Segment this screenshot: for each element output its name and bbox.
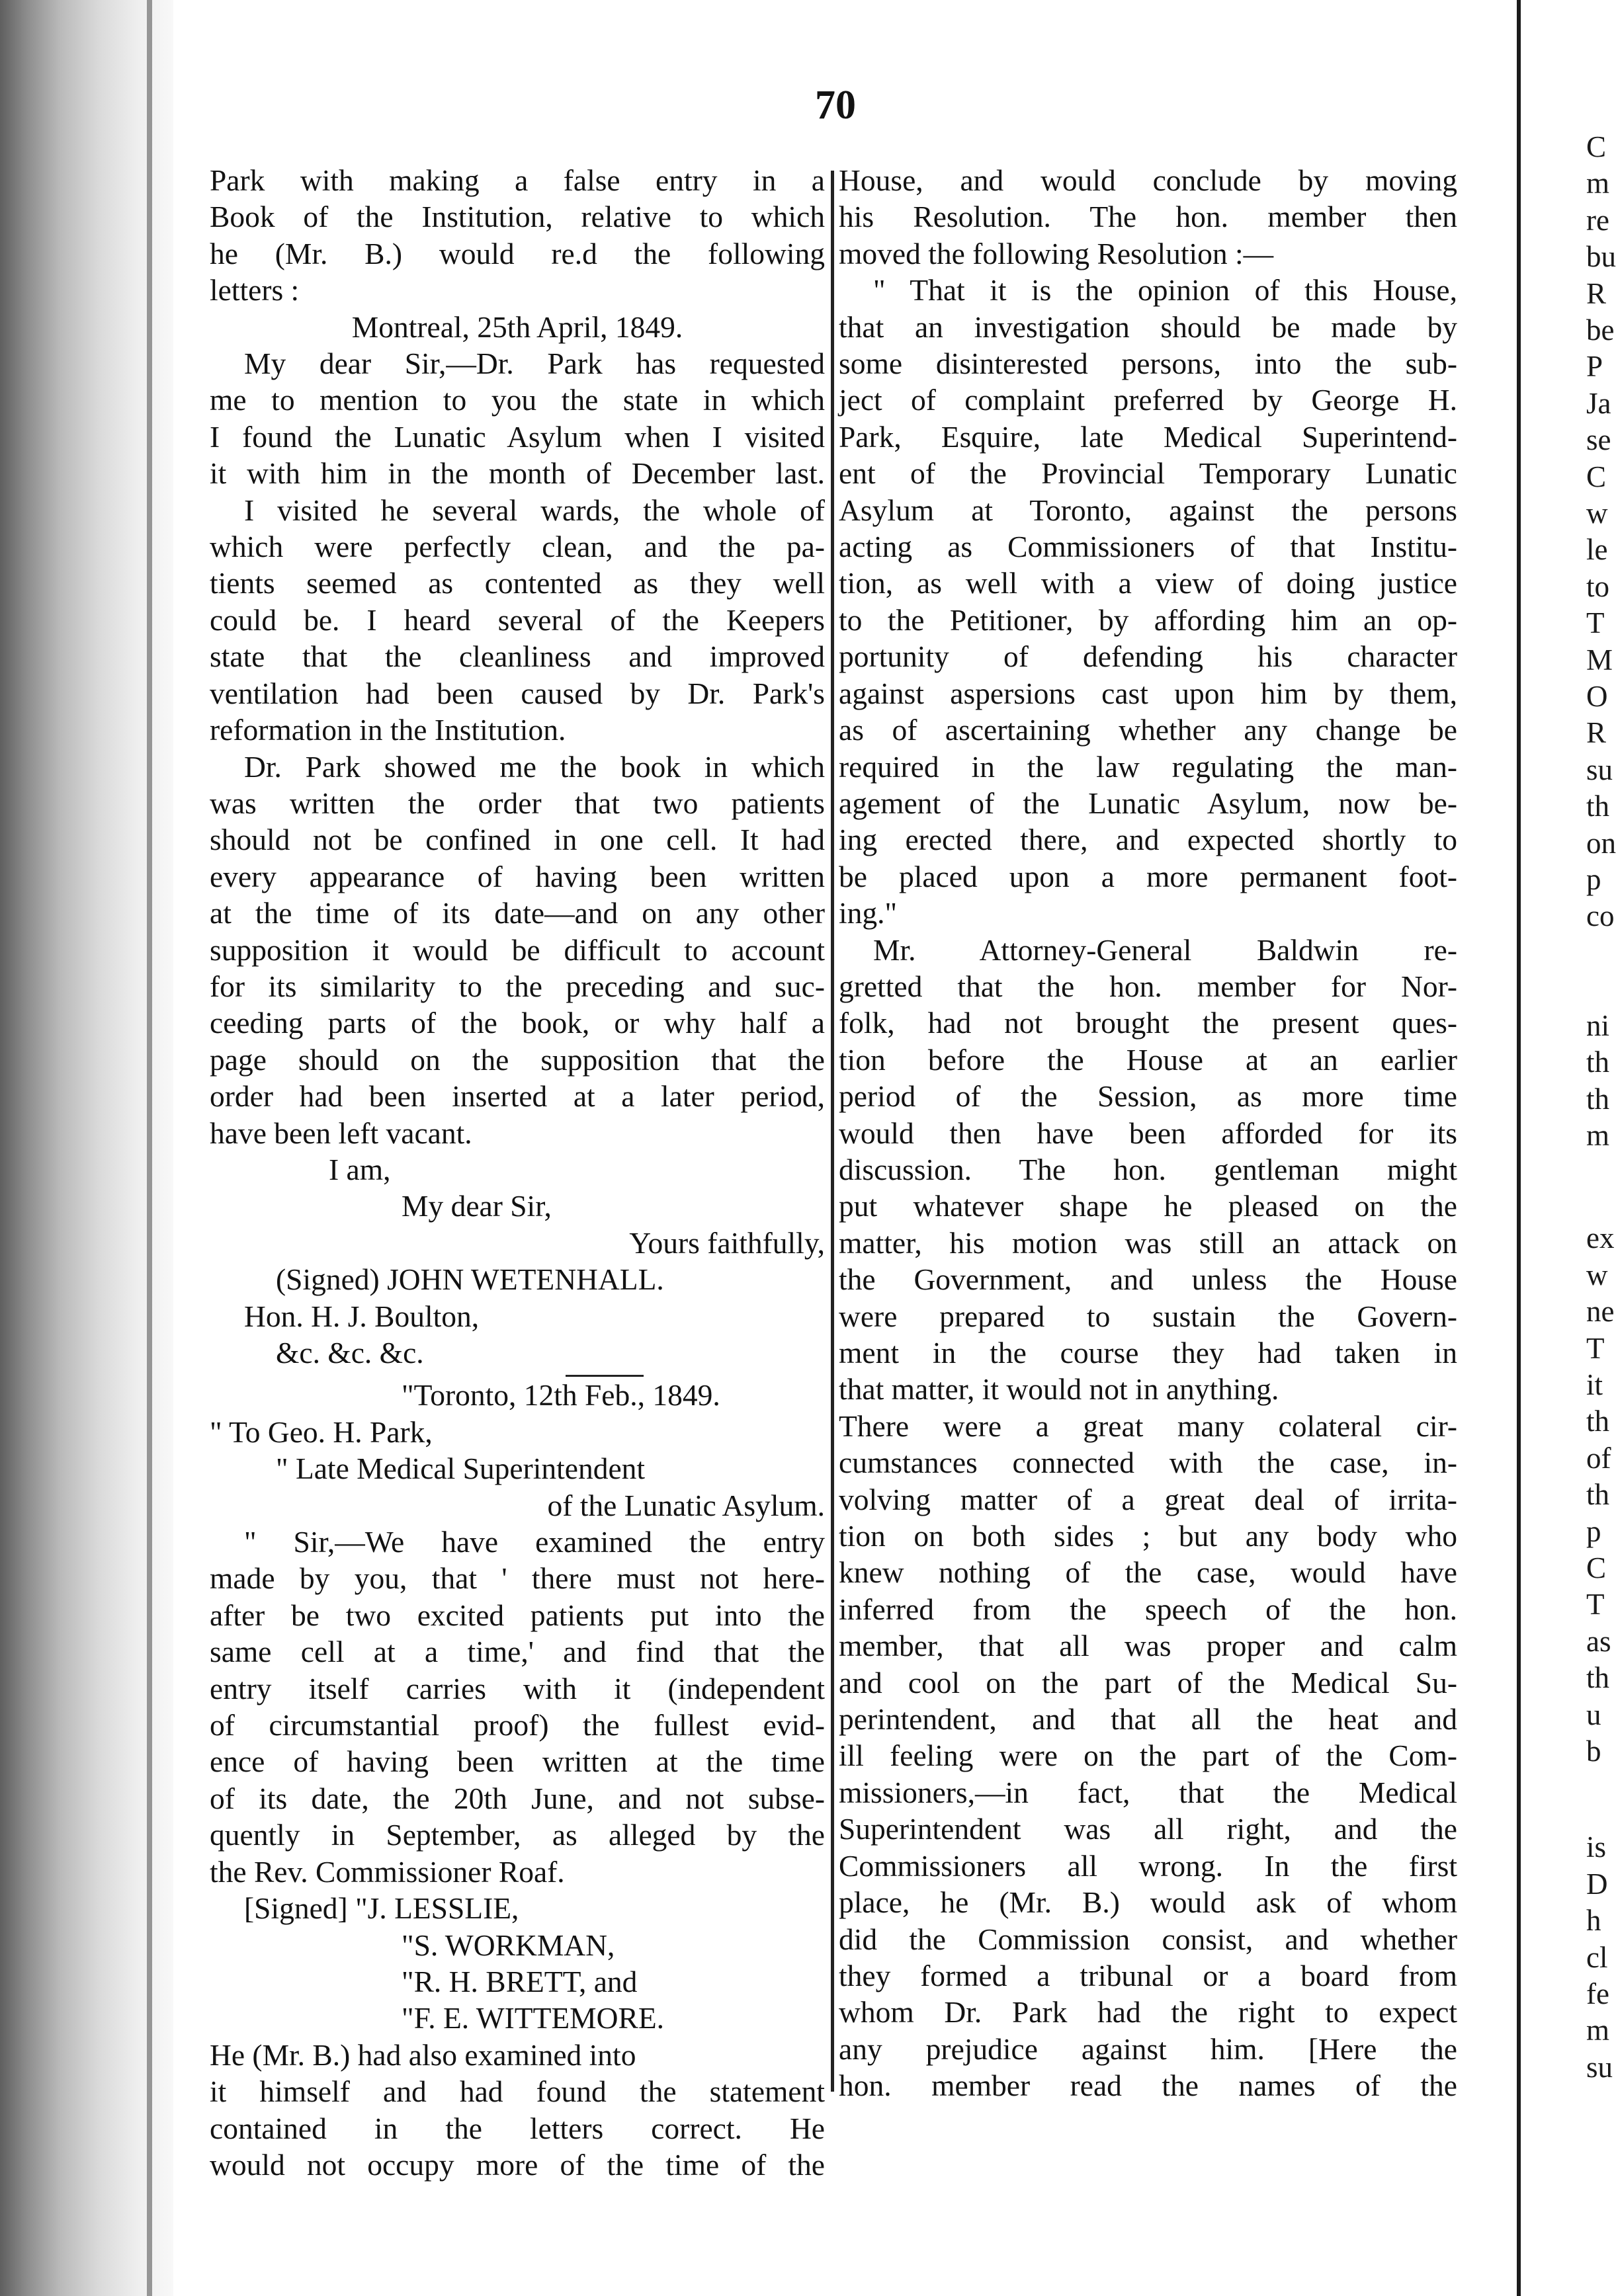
left-line: letters : (210, 273, 300, 308)
adjacent-page-fragment: O (1586, 680, 1608, 713)
right-line: be placed upon a more permanent foot- (839, 859, 1457, 893)
right-line: tion, as well with a view of doing justice (839, 566, 1457, 600)
right-line: Commissioners all wrong. In the first (839, 1848, 1457, 1883)
adjacent-page-fragment: m (1586, 167, 1610, 200)
right-line: knew nothing of the case, would have (839, 1555, 1457, 1590)
adjacent-page-fragment: M (1586, 643, 1613, 676)
right-line: discussion. The hon. gentleman might (839, 1152, 1457, 1186)
left-line: for its similarity to the preceding and suc- (210, 969, 825, 1003)
adjacent-page-fragment: m (1586, 1119, 1610, 1152)
adjacent-page-fragment: p (1586, 1514, 1601, 1548)
right-line: against aspersions cast upon him by them, (839, 676, 1457, 710)
left-line: "R. H. BRETT, and (402, 1964, 638, 1998)
left-line: Montreal, 25th April, 1849. (351, 309, 683, 344)
right-line: were prepared to sustain the Govern- (839, 1299, 1457, 1333)
left-line: My dear Sir, (402, 1189, 552, 1223)
adjacent-page-fragment: se (1586, 423, 1611, 457)
adjacent-page-fragment: Ja (1586, 386, 1611, 420)
adjacent-page-fragment: D (1586, 1867, 1608, 1901)
adjacent-page-fragment: C (1586, 1551, 1607, 1584)
left-line: contained in the letters correct. He (210, 2111, 825, 2145)
right-line: hon. member read the names of the (839, 2069, 1457, 2103)
right-line: Asylum at Toronto, against the persons (839, 493, 1457, 527)
right-line: acting as Commissioners of that Institu- (839, 530, 1457, 564)
right-line: perintendent, and that all the heat and (839, 1702, 1457, 1737)
adjacent-page-fragment: fe (1586, 1977, 1609, 2010)
left-line: reformation in the Institution. (210, 713, 566, 747)
left-line: have been left vacant. (210, 1116, 472, 1150)
right-column (839, 162, 1457, 2104)
left-line: page should on the supposition that the (210, 1042, 825, 1077)
next-page-edge (1517, 0, 1521, 2296)
left-line: was written the order that two patients (210, 786, 825, 820)
right-line: his Resolution. The hon. member then (839, 200, 1457, 234)
left-line: every appearance of having been written (210, 859, 825, 893)
left-line: it himself and had found the statement (210, 2074, 825, 2109)
adjacent-page-fragment: th (1586, 1405, 1610, 1438)
left-line: could be. I heard several of the Keepers (210, 602, 825, 637)
adjacent-page-fragment: C (1586, 130, 1607, 163)
left-line: ventilation had been caused by Dr. Park's (210, 676, 825, 710)
right-line: portunity of defending his character (839, 639, 1457, 674)
left-line: "F. E. WITTEMORE. (402, 2001, 665, 2035)
right-line: and cool on the part of the Medical Su- (839, 1665, 1457, 1700)
left-line: at the time of its date—and on any other (210, 896, 825, 930)
adjacent-page-fragment: b (1586, 1735, 1601, 1768)
right-line: Mr. Attorney-General Baldwin re- (873, 932, 1457, 967)
adjacent-page-fragment: th (1586, 1082, 1610, 1116)
binding-crease (147, 0, 152, 2296)
left-line: of circumstantial proof) the fullest evid- (210, 1708, 825, 1742)
adjacent-page-fragment: u (1586, 1698, 1601, 1731)
right-line: that an investigation should be made by (839, 309, 1457, 344)
left-line: state that the cleanliness and improved (210, 639, 825, 674)
adjacent-page-fragment: h (1586, 1904, 1601, 1938)
right-line: ill feeling were on the part of the Com- (839, 1739, 1457, 1773)
adjacent-page-fragment: T (1586, 1331, 1605, 1365)
left-line: I visited he several wards, the whole of (244, 493, 825, 527)
adjacent-page-fragment: w (1586, 497, 1608, 530)
right-line: any prejudice against him. [Here the (839, 2031, 1457, 2066)
right-line: " That it is the opinion of this House, (873, 273, 1457, 308)
left-line: My dear Sir,—Dr. Park has requested (244, 347, 825, 381)
left-line: after be two excited patients put into the (210, 1598, 825, 1632)
left-line: "Toronto, 12th Feb., 1849. (402, 1378, 720, 1413)
right-line: matter, his motion was still an attack on (839, 1225, 1457, 1260)
adjacent-page-fragment: su (1586, 753, 1613, 786)
right-line: There were a great many colateral cir- (839, 1409, 1457, 1443)
left-line: would not occupy more of the time of the (210, 2147, 825, 2182)
adjacent-page-fragment: to (1586, 569, 1610, 603)
right-line: required in the law regulating the man- (839, 749, 1457, 784)
right-line: period of the Session, as more time (839, 1079, 1457, 1114)
left-line: quently in September, as alleged by the (210, 1818, 825, 1852)
adjacent-page-fragment: of (1586, 1441, 1611, 1475)
right-line: ing erected there, and expected shortly to (839, 823, 1457, 857)
adjacent-page-fragment: co (1586, 899, 1615, 933)
left-line: Dr. Park showed me the book in which (244, 749, 825, 784)
adjacent-page-fragment: le (1586, 533, 1608, 567)
page-number: 70 (815, 83, 856, 128)
right-line: gretted that the hon. member for Nor- (839, 969, 1457, 1003)
left-line: I am, (329, 1152, 391, 1186)
adjacent-page-fragment: w (1586, 1258, 1608, 1292)
adjacent-page-fragment: R (1586, 276, 1607, 310)
left-line: of the Lunatic Asylum. (547, 1488, 825, 1522)
right-line: that matter, it would not in anything. (839, 1372, 1279, 1407)
right-line: member, that all was proper and calm (839, 1629, 1457, 1663)
right-line: did the Commission consist, and whether (839, 1922, 1457, 1956)
left-line: Yours faithfully, (629, 1225, 825, 1260)
adjacent-page-fragment: re (1586, 203, 1609, 237)
left-column (210, 162, 825, 2183)
adjacent-page-fragment: th (1586, 1478, 1610, 1512)
right-line: ject of complaint preferred by George H. (839, 383, 1457, 417)
right-line: inferred from the speech of the hon. (839, 1592, 1457, 1626)
right-line: would then have been afforded for its (839, 1116, 1457, 1150)
right-line: agement of the Lunatic Asylum, now be- (839, 786, 1457, 820)
left-line: ceeding parts of the book, or why half a (210, 1006, 825, 1040)
adjacent-page-fragment: T (1586, 606, 1605, 640)
left-line: he (Mr. B.) would re.d the following (210, 236, 825, 270)
right-line: House, and would conclude by moving (839, 163, 1457, 197)
adjacent-page-fragment: R (1586, 716, 1607, 750)
left-line: tients seemed as contented as they well (210, 566, 825, 600)
left-line: (Signed) JOHN WETENHALL. (276, 1262, 664, 1297)
column-divider (831, 171, 834, 2092)
right-line: as of ascertaining whether any change be (839, 713, 1457, 747)
left-line: Hon. H. J. Boulton, (244, 1299, 480, 1333)
adjacent-page-fragment: m (1586, 2014, 1610, 2047)
left-line: "S. WORKMAN, (402, 1928, 615, 1962)
right-line: Superintendent was all right, and the (839, 1812, 1457, 1846)
left-line: " Sir,—We have examined the entry (244, 1525, 825, 1559)
left-line: it with him in the month of December last. (210, 456, 825, 491)
right-line: ment in the course they had taken in (839, 1336, 1457, 1370)
right-line: whom Dr. Park had the right to expect (839, 1995, 1457, 2030)
left-line: of its date, the 20th June, and not subse- (210, 1781, 825, 1815)
adjacent-page-fragment: is (1586, 1830, 1607, 1864)
right-line: some disinterested persons, into the sub- (839, 347, 1457, 381)
left-line: me to mention to you the state in which (210, 383, 825, 417)
right-line: put whatever shape he pleased on the (839, 1189, 1457, 1223)
adjacent-page-fragment: p (1586, 863, 1601, 896)
adjacent-page-fragment: th (1586, 1046, 1610, 1079)
adjacent-page-fragment: ex (1586, 1221, 1615, 1255)
right-line: Park, Esquire, late Medical Superintend- (839, 419, 1457, 454)
right-line: moved the following Resolution :— (839, 236, 1274, 270)
right-line: ent of the Provincial Temporary Lunatic (839, 456, 1457, 491)
left-line: " To Geo. H. Park, (210, 1414, 433, 1449)
left-line: " Late Medical Superintendent (276, 1452, 646, 1486)
left-line: which were perfectly clean, and the pa- (210, 530, 825, 564)
adjacent-page-fragment: on (1586, 826, 1616, 860)
left-line: &c. &c. &c. (276, 1336, 424, 1370)
adjacent-page-fragment: th (1586, 1661, 1610, 1695)
adjacent-page-fragment: ni (1586, 1008, 1610, 1042)
right-line: to the Petitioner, by affording him an op- (839, 602, 1457, 637)
left-line: order had been inserted at a later period, (210, 1079, 825, 1114)
adjacent-page-fragment: it (1586, 1368, 1603, 1401)
adjacent-page-fragment: be (1586, 313, 1615, 347)
left-line: Book of the Institution, relative to which (210, 200, 825, 234)
right-line: ing." (839, 896, 898, 930)
right-line: they formed a tribunal or a board from (839, 1958, 1457, 1992)
right-line: tion on both sides ; but any body who (839, 1519, 1457, 1553)
right-line: place, he (Mr. B.) would ask of whom (839, 1885, 1457, 1920)
left-line: made by you, that ' there must not here- (210, 1561, 825, 1596)
right-line: folk, had not brought the present ques- (839, 1006, 1457, 1040)
adjacent-page-fragment: T (1586, 1588, 1605, 1621)
left-line: He (Mr. B.) had also examined into (210, 2037, 636, 2072)
adjacent-page-fragment: cl (1586, 1940, 1608, 1974)
adjacent-page-fragment: bu (1586, 240, 1616, 274)
left-line: the Rev. Commissioner Roaf. (210, 1854, 565, 1889)
adjacent-page-fragment: P (1586, 350, 1603, 384)
left-line: should not be confined in one cell. It had (210, 823, 825, 857)
adjacent-page-fragment: su (1586, 2050, 1613, 2084)
right-line: missioners,—in fact, that the Medical (839, 1775, 1457, 1809)
right-line: volving matter of a great deal of irrita- (839, 1482, 1457, 1516)
left-line: supposition it would be difficult to account (210, 932, 825, 967)
right-line: tion before the House at an earlier (839, 1042, 1457, 1077)
left-line: ence of having been written at the time (210, 1744, 825, 1779)
right-line: cumstances connected with the case, in- (839, 1446, 1457, 1480)
left-line: Park with making a false entry in a (210, 163, 825, 197)
left-line: entry itself carries with it (independent (210, 1671, 825, 1705)
left-line: same cell at a time,' and find that the (210, 1635, 825, 1669)
left-line: [Signed] "J. LESSLIE, (244, 1891, 519, 1926)
left-line: I found the Lunatic Asylum when I visited (210, 419, 825, 454)
adjacent-page-fragment: as (1586, 1624, 1611, 1658)
adjacent-page-fragment: C (1586, 460, 1607, 493)
adjacent-page-fragment: th (1586, 790, 1610, 823)
adjacent-page-fragment: ne (1586, 1295, 1615, 1329)
right-line: the Government, and unless the House (839, 1262, 1457, 1297)
